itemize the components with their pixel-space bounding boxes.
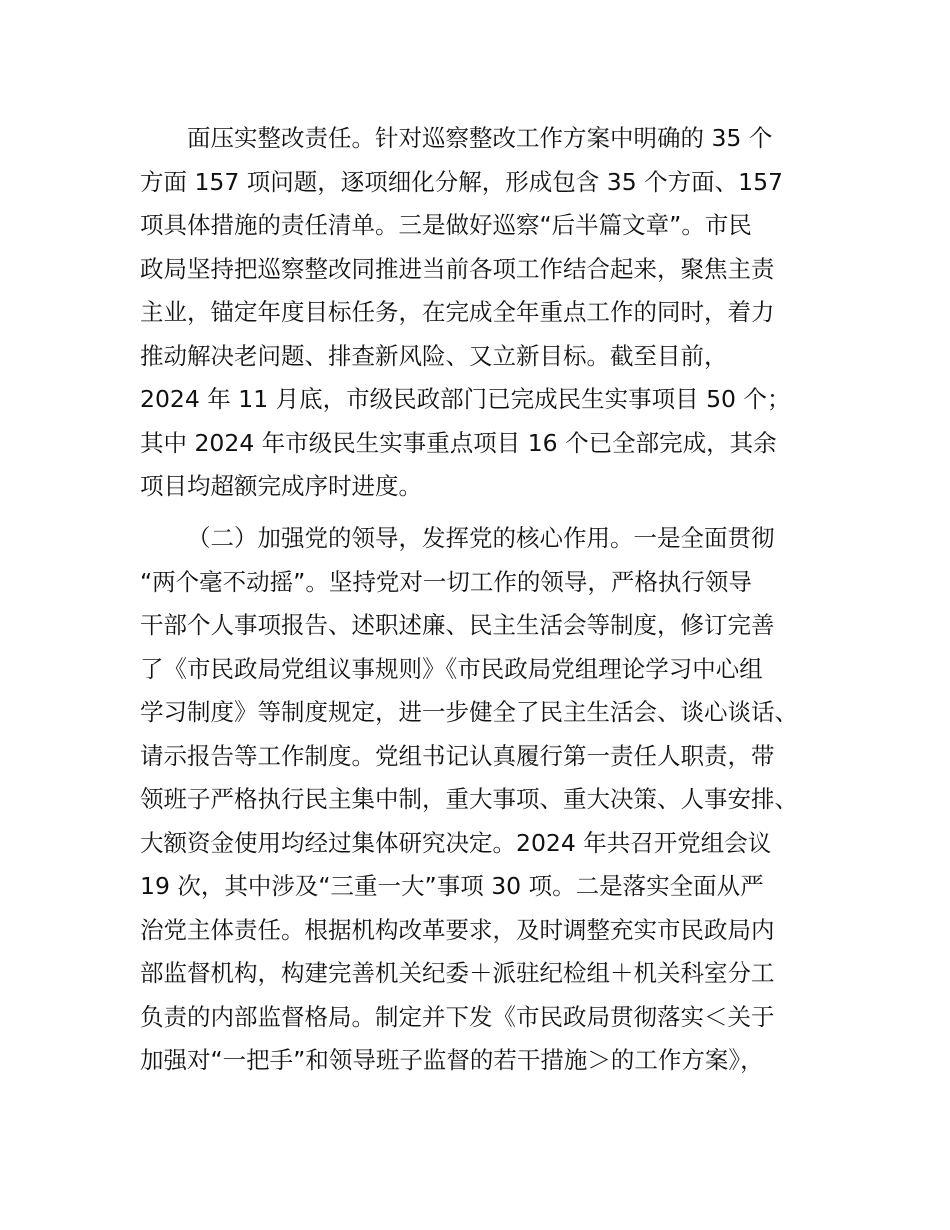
paragraph-line: 项具体措施的责任清单。三是做好巡察“后半篇文章”。市民 (140, 211, 752, 239)
paragraph-line: 大额资金使用均经过集体研究决定。2024 年共召开党组会议 (140, 828, 772, 857)
paragraph-line: 推动解决老问题、排查新风险、又立新目标。截至目前， (140, 341, 728, 370)
paragraph-line: 2024 年 11 月底，市级民政部门已完成民生实事项目 50 个； (140, 385, 791, 413)
paragraph-line: 了《市民政局党组议事规则》《市民政局党组理论学习中心组 (140, 654, 763, 683)
paragraph-line: 治党主体责任。根据机构改革要求，及时调整充实市民政局内 (140, 915, 775, 944)
paragraph-line: 方面 157 项问题，逐项细化分解，形成包含 35 个方面、157 (140, 167, 783, 196)
paragraph-line: 领班子严格执行民主集中制，重大事项、重大决策、人事安排、 (140, 785, 798, 813)
paragraph-line: （二）加强党的领导，发挥党的核心作用。一是全面贯彻 (187, 524, 775, 552)
paragraph-2 (140, 517, 840, 1083)
paragraph-line: 政局坚持把巡察整改同推进当前各项工作结合起来，聚焦主责 (140, 254, 775, 283)
paragraph-line: 负责的内部监督格局。制定并下发《市民政局贯彻落实＜关于 (140, 1002, 775, 1031)
paragraph-line: 项目均超额完成序时进度。 (140, 472, 422, 500)
paragraph-1 (140, 117, 840, 509)
paragraph-line: 加强对“一把手”和领导班子监督的若干措施＞的工作方案》， (140, 1046, 764, 1074)
paragraph-line: 19 次，其中涉及“三重一大”事项 30 项。二是落实全面从严 (140, 872, 764, 900)
paragraph-line: 请示报告等工作制度。党组书记认真履行第一责任人职责，带 (140, 741, 775, 770)
paragraph-line: 主业，锚定年度目标任务，在完成全年重点工作的同时，着力 (140, 298, 775, 326)
paragraph-line: 干部个人事项报告、述职述廉、民主生活会等制度，修订完善 (140, 611, 775, 639)
paragraph-line: 部监督机构，构建完善机关纪委＋派驻纪检组＋机关科室分工 (140, 959, 775, 987)
paragraph-line: 其中 2024 年市级民生实事重点项目 16 个已全部完成，其余 (140, 428, 777, 457)
paragraph-line: 面压实整改责任。针对巡察整改工作方案中明确的 35 个 (187, 124, 773, 152)
paragraph-line: “两个毫不动摇”。坚持党对一切工作的领导，严格执行领导 (140, 567, 752, 596)
paragraph-line: 学习制度》等制度规定，进一步健全了民主生活会、谈心谈话、 (140, 698, 798, 726)
